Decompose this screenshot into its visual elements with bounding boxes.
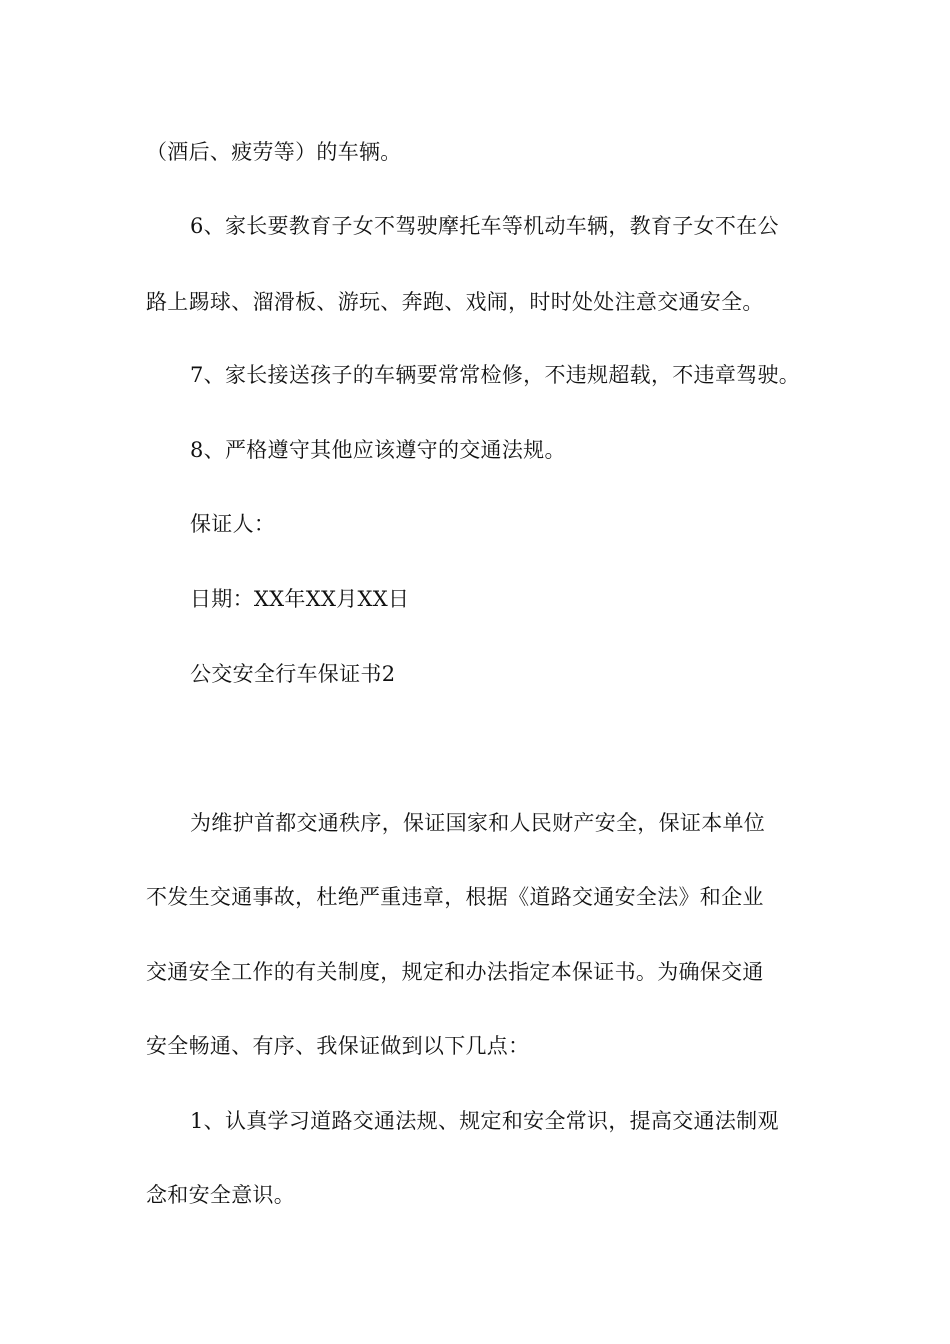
text-line: 安全畅通、有序、我保证做到以下几点：: [146, 1034, 530, 1058]
text-line: 6、家长要教育子女不驾驶摩托车等机动车辆，教育子女不在公: [190, 214, 779, 238]
text-line: 7、家长接送孩子的车辆要常常检修，不违规超载，不违章驾驶。: [190, 363, 801, 387]
date-line: 日期：XX年XX月XX日: [190, 587, 410, 611]
text-line: 路上踢球、溜滑板、游玩、奔跑、戏闹，时时处处注意交通安全。: [146, 290, 764, 314]
text-line: 8、严格遵守其他应该遵守的交通法规。: [190, 438, 566, 462]
text-line: （酒后、疲劳等）的车辆。: [146, 140, 402, 164]
text-line: 交通安全工作的有关制度，规定和办法指定本保证书。为确保交通: [146, 960, 764, 984]
text-line: 为维护首都交通秩序，保证国家和人民财产安全，保证本单位: [190, 811, 766, 835]
text-line: 不发生交通事故，杜绝严重违章，根据《道路交通安全法》和企业: [146, 885, 764, 909]
section-title: 公交安全行车保证书2: [190, 662, 396, 686]
text-line: 1、认真学习道路交通法规、规定和安全常识，提高交通法制观: [190, 1109, 779, 1133]
signer-label: 保证人：: [190, 512, 276, 536]
text-line: 念和安全意识。: [146, 1183, 296, 1207]
